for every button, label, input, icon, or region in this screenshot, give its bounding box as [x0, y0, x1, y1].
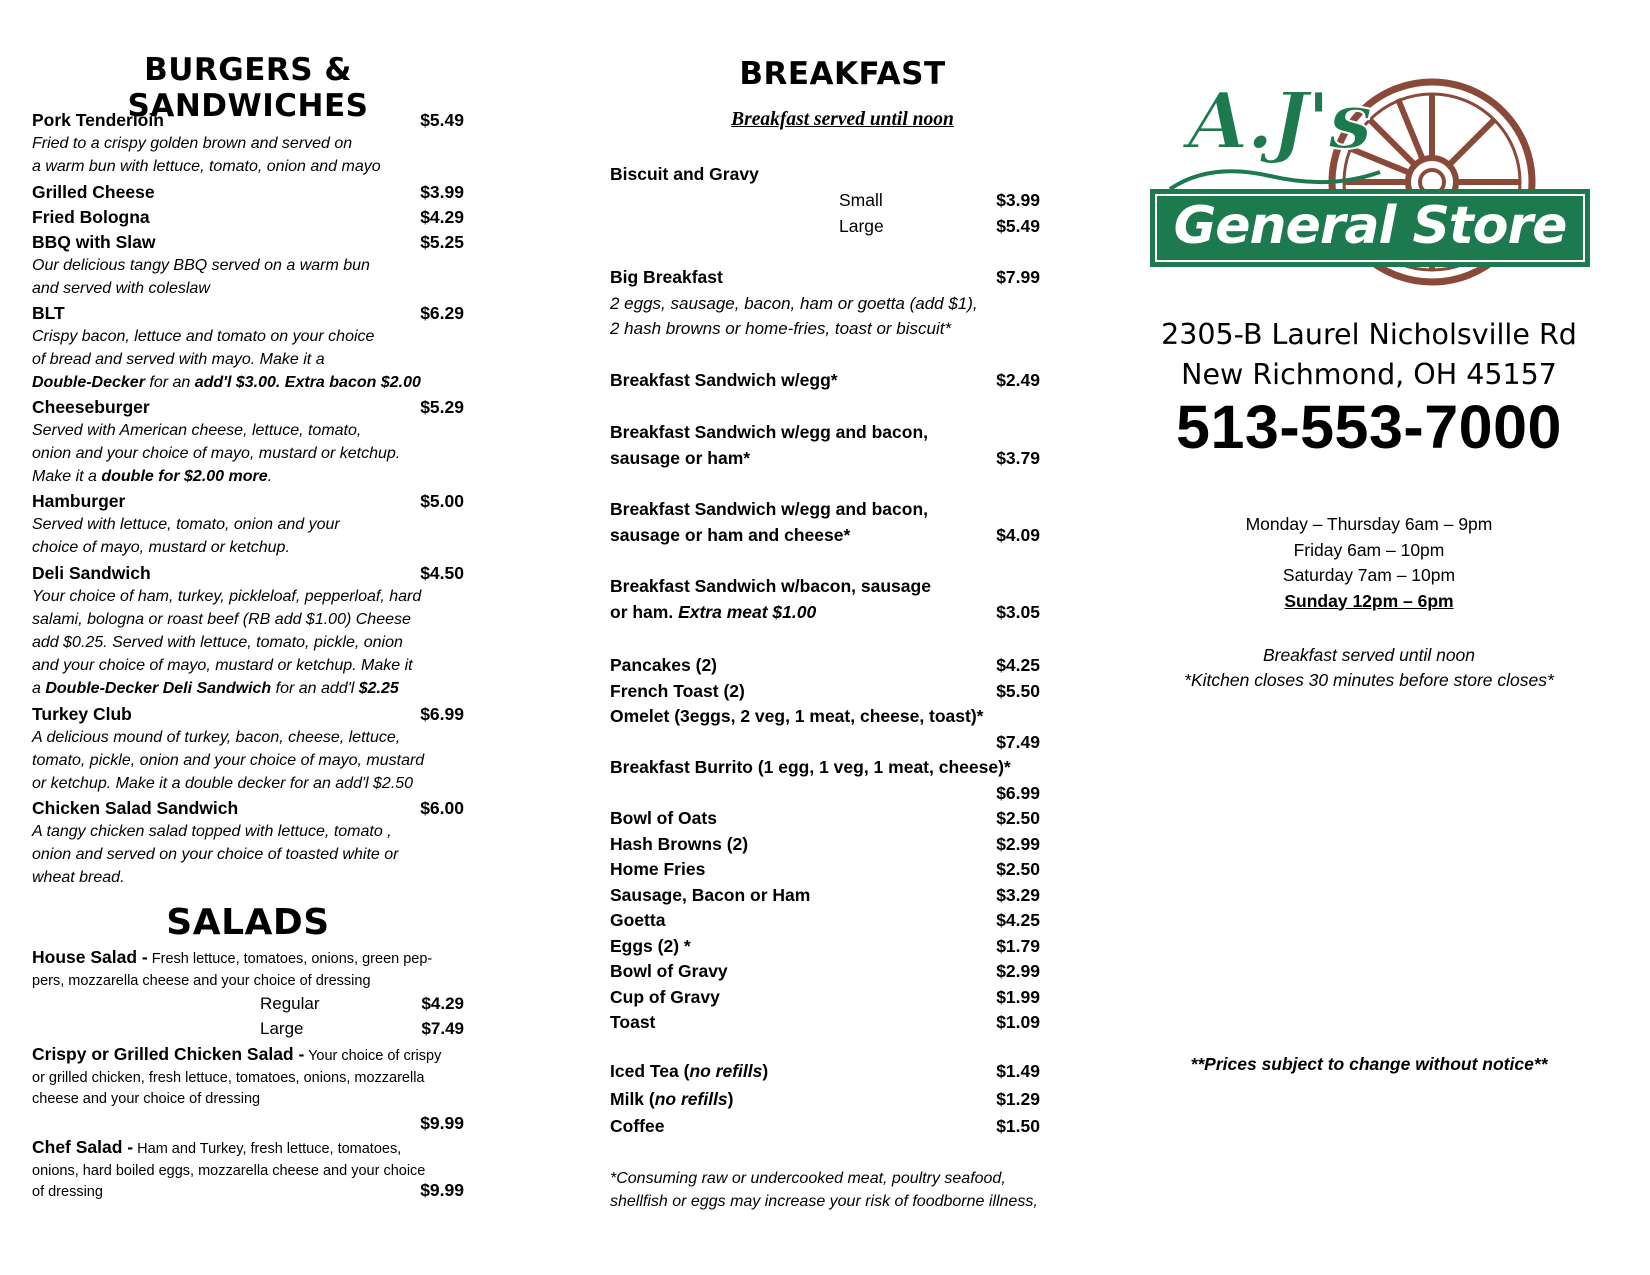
item-name: Breakfast Sandwich w/egg and bacon,	[610, 422, 928, 442]
desc-price-row	[32, 1182, 464, 1205]
size-label: Large	[260, 1019, 304, 1038]
item-price: $7.49	[996, 731, 1040, 752]
menu-item-fried-bologna	[32, 206, 464, 229]
list-item	[610, 1086, 1040, 1114]
item-desc: 2 eggs, sausage, bacon, ham or goetta (add $1),	[610, 293, 978, 313]
item-price: $2.99	[996, 833, 1040, 854]
item-name: Deli Sandwich	[32, 563, 151, 583]
hours-line: Monday – Thursday 6am – 9pm	[1245, 514, 1493, 534]
hours-line: Saturday 7am – 10pm	[1282, 565, 1456, 585]
menu-item-turkey-club	[32, 703, 464, 795]
food-safety-disclaimer	[610, 1167, 1080, 1213]
list-pancakes-french-toast	[610, 653, 1040, 806]
list-item	[610, 908, 1040, 934]
item-name: sausage or ham and cheese*	[610, 524, 851, 545]
menu-item-bs-egg-bacon	[610, 420, 1040, 471]
item-name: Crispy or Grilled Chicken Salad -	[32, 1044, 305, 1064]
address-line-1: 2305-B Laurel Nicholsville Rd	[1161, 318, 1577, 351]
item-price: $4.29	[420, 207, 464, 227]
salads-title: SALADS	[166, 902, 330, 943]
item-name: French Toast (2)	[610, 680, 745, 701]
item-price: $6.99	[996, 782, 1040, 803]
list-item	[610, 857, 1040, 883]
item-name: Breakfast Sandwich w/egg*	[610, 370, 838, 390]
item-name: Home Fries	[610, 859, 706, 879]
item-name: Chicken Salad Sandwich	[32, 798, 239, 818]
item-desc: Make it a double for $2.00 more.	[32, 468, 273, 485]
item-price: $2.50	[996, 808, 1040, 828]
item-name: Toast	[610, 1012, 656, 1032]
item-desc: Our delicious tangy BBQ served on a warm bun	[32, 257, 370, 274]
item-desc: add $0.25. Served with lettuce, tomato, pickle, onion	[32, 634, 403, 651]
menu-item-chef-salad	[32, 1136, 464, 1205]
item-price: $6.29	[420, 303, 464, 323]
item-desc: or ketchup. Make it a double decker for an add'l $2.50	[32, 775, 414, 792]
item-name: BBQ with Slaw	[32, 232, 156, 252]
item-desc: Double-Decker for an add'l $3.00. Extra bacon $2.00	[32, 374, 421, 391]
menu-item-big-breakfast	[610, 265, 1040, 342]
size-row	[32, 1019, 464, 1044]
item-name: Cup of Gravy	[610, 986, 720, 1007]
menu-item-pork-tenderloin	[32, 109, 464, 178]
item-desc: Fresh lettuce, tomatoes, onions, green pep-	[147, 951, 433, 967]
item-price: $3.99	[420, 182, 464, 202]
menu-item-blt	[32, 302, 464, 394]
item-price: $4.25	[996, 655, 1040, 675]
breakfast-subtitle: Breakfast served until noon	[731, 109, 954, 130]
list-item	[610, 806, 1040, 832]
item-name: Eggs (2) *	[610, 935, 691, 956]
item-desc: or grilled chicken, fresh lettuce, tomatoes, onions, mozzarella	[32, 1069, 425, 1086]
menu-item-deli-sandwich	[32, 562, 464, 700]
item-price: $5.00	[420, 491, 464, 511]
menu-item-bbq-with-slaw	[32, 231, 464, 300]
item-desc: A delicious mound of turkey, bacon, cheese, lettuce,	[32, 729, 401, 746]
logo-title: A.J's	[1188, 76, 1371, 167]
item-name: Breakfast Sandwich w/egg and bacon,	[610, 499, 928, 519]
item-extra: Extra meat $1.00	[678, 601, 817, 622]
item-desc: and served with coleslaw	[32, 280, 210, 297]
list-item	[610, 883, 1040, 909]
list-item	[610, 1010, 1040, 1036]
item-desc: pers, mozzarella cheese and your choice of dressing	[32, 972, 371, 989]
item-price: $1.29	[996, 1088, 1040, 1109]
list-item	[610, 832, 1040, 858]
item-desc: Ham and Turkey, fresh lettuce, tomatoes,	[133, 1141, 402, 1157]
item-name: Pancakes (2)	[610, 655, 718, 675]
item-price: $4.25	[996, 910, 1040, 930]
item-name: Breakfast Sandwich w/bacon, sausage	[610, 576, 931, 596]
item-name: sausage or ham*	[610, 447, 751, 468]
item-name: Pork Tenderloin	[32, 110, 164, 130]
address-line-2: New Richmond, OH 45157	[1181, 358, 1557, 391]
item-price: $5.25	[420, 232, 464, 252]
item-price: $7.99	[996, 267, 1040, 287]
item-desc: Served with American cheese, lettuce, tomato,	[32, 422, 362, 439]
list-item	[610, 1058, 1040, 1086]
size-label: Regular	[260, 994, 320, 1013]
item-price: $4.29	[421, 994, 464, 1013]
item-price: $2.49	[996, 370, 1040, 390]
item-desc: A tangy chicken salad topped with lettuce, tomato ,	[32, 823, 392, 840]
kitchen-note: *Kitchen closes 30 minutes before store closes*	[1184, 670, 1554, 690]
item-name: Bowl of Oats	[610, 808, 717, 828]
hours-line: Friday 6am – 10pm	[1293, 539, 1445, 560]
item-name: Turkey Club	[32, 704, 132, 724]
item-desc: tomato, pickle, onion and your choice of mayo, mustard	[32, 752, 425, 769]
item-price: $3.79	[996, 447, 1040, 468]
list-item	[610, 985, 1040, 1011]
store-logo	[1150, 72, 1590, 292]
item-name: Goetta	[610, 910, 666, 930]
item-price: $6.99	[420, 704, 464, 724]
item-desc: Fried to a crispy golden brown and served on	[32, 135, 353, 152]
breakfast-note: Breakfast served until noon	[1262, 645, 1476, 665]
item-price: $5.49	[996, 215, 1040, 236]
item-price: $4.09	[996, 524, 1040, 545]
item-price: $2.50	[996, 859, 1040, 879]
item-price: $5.50	[996, 680, 1040, 701]
item-price: $5.29	[420, 397, 464, 417]
item-desc: a warm bun with lettuce, tomato, onion and mayo	[32, 158, 381, 175]
hours-line-sunday: Sunday 12pm – 6pm	[1284, 590, 1454, 611]
item-desc: Served with lettuce, tomato, onion and your	[32, 516, 340, 533]
item-price: $3.05	[996, 601, 1040, 622]
list-item	[610, 653, 1040, 679]
item-name: Big Breakfast	[610, 267, 723, 287]
item-price: $1.09	[996, 1012, 1040, 1032]
item-name: Grilled Cheese	[32, 182, 155, 202]
menu-item-bs-egg	[610, 368, 1040, 394]
phone-number: 513-553-7000	[1176, 393, 1562, 461]
menu-item-cheeseburger	[32, 396, 464, 488]
item-price: $1.99	[996, 986, 1040, 1007]
item-name: Iced Tea (no refills)	[610, 1061, 769, 1081]
item-name: or ham.	[610, 601, 679, 622]
item-desc: onion and your choice of mayo, mustard or ketchup.	[32, 445, 401, 462]
item-name: Fried Bologna	[32, 207, 150, 227]
item-name: Bowl of Gravy	[610, 961, 728, 981]
menu-item-chicken-salad-sandwich	[32, 797, 464, 889]
item-price: $1.49	[996, 1061, 1040, 1081]
menu-item-grilled-cheese	[32, 181, 464, 204]
size-row	[610, 214, 1040, 240]
item-desc: wheat bread.	[32, 869, 125, 886]
store-hours	[1130, 512, 1608, 614]
item-price: $3.99	[996, 189, 1040, 210]
list-item	[610, 679, 1040, 705]
item-name: House Salad -	[32, 947, 148, 967]
item-price: $1.50	[996, 1116, 1040, 1136]
menu-item-chicken-salad	[32, 1043, 464, 1136]
item-name: Breakfast Burrito (1 egg, 1 veg, 1 meat, cheese)*	[610, 757, 1011, 777]
item-desc: cheese and your choice of dressing	[32, 1091, 261, 1107]
item-price: $4.50	[420, 563, 464, 583]
item-desc: of bread and served with mayo. Make it a	[32, 351, 325, 368]
item-desc: onion and served on your choice of toasted white or	[32, 846, 399, 863]
size-row	[610, 188, 1040, 214]
list-item	[610, 959, 1040, 985]
item-desc: Your choice of crispy	[304, 1048, 442, 1064]
item-price: $9.99	[420, 1180, 464, 1200]
menu-item-biscuit-gravy	[610, 162, 1040, 240]
item-desc: Your choice of ham, turkey, pickleloaf, pepperloaf, hard	[32, 588, 422, 605]
item-price: $6.00	[420, 798, 464, 818]
item-price: $5.49	[420, 110, 464, 130]
menu-item-bs-egg-bacon-cheese	[610, 497, 1040, 548]
item-price: $1.79	[996, 935, 1040, 956]
item-name: BLT	[32, 303, 65, 323]
prices-note: **Prices subject to change without notice**	[1190, 1054, 1548, 1074]
item-name: Chef Salad -	[32, 1137, 134, 1157]
item-name: Sausage, Bacon or Ham	[610, 884, 811, 905]
list-drinks	[610, 1058, 1040, 1141]
list-item	[610, 730, 1040, 756]
menu-item-house-salad	[32, 946, 464, 1044]
item-desc: salami, bologna or roast beef (RB add $1.00) Cheese	[32, 611, 411, 628]
item-desc: Crispy bacon, lettuce and tomato on your choice	[32, 328, 375, 345]
item-price: $7.49	[421, 1019, 464, 1038]
item-desc: and your choice of mayo, mustard or ketchup. Make it	[32, 657, 413, 674]
item-desc: onions, hard boiled eggs, mozzarella cheese and your choice	[32, 1162, 426, 1179]
disclaimer-line: shellfish or eggs may increase your risk of foodborne illness,	[610, 1193, 1038, 1210]
item-desc: a Double-Decker Deli Sandwich for an add'l $2.25	[32, 680, 399, 697]
item-price: $2.99	[996, 961, 1040, 981]
item-name: Cheeseburger	[32, 397, 150, 417]
breakfast-title: BREAKFAST	[739, 56, 946, 92]
store-notes	[1130, 643, 1608, 693]
item-name: Omelet (3eggs, 2 veg, 1 meat, cheese, toast)*	[610, 706, 984, 726]
item-price: $3.29	[996, 884, 1040, 905]
size-row	[32, 994, 464, 1019]
list-sides	[610, 806, 1040, 1036]
item-desc: choice of mayo, mustard or ketchup.	[32, 539, 290, 556]
item-name: Biscuit and Gravy	[610, 164, 759, 184]
item-price: $9.99	[420, 1112, 464, 1133]
item-name: Coffee	[610, 1116, 665, 1136]
list-item	[610, 1113, 1040, 1141]
disclaimer-line: *Consuming raw or undercooked meat, poultry seafood,	[610, 1170, 1006, 1187]
item-desc: 2 hash browns or home-fries, toast or biscuit*	[610, 319, 952, 338]
size-label: Large	[839, 215, 884, 236]
item-name: Hamburger	[32, 491, 126, 511]
item-name: Hash Browns (2)	[610, 833, 749, 854]
logo-subtitle: General Store	[1173, 196, 1567, 256]
menu-item-hamburger	[32, 490, 464, 559]
list-item	[610, 934, 1040, 960]
menu-item-bs-bacon	[610, 574, 1040, 625]
item-desc: of dressing	[32, 1184, 103, 1200]
list-item	[610, 781, 1040, 807]
size-label: Small	[839, 189, 883, 210]
burgers-title: BURGERS & SANDWICHES	[127, 52, 369, 124]
item-name: Milk (no refills)	[610, 1088, 734, 1109]
